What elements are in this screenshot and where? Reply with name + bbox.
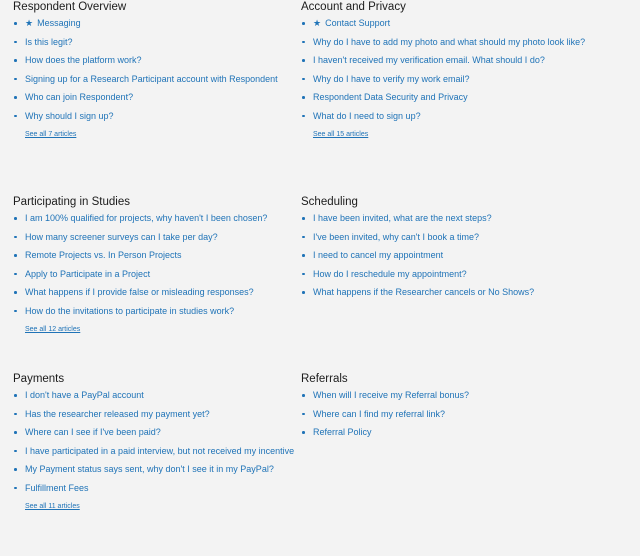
article-item[interactable]: Is this legit? <box>13 33 313 52</box>
article-item[interactable]: Who can join Respondent? <box>13 88 313 107</box>
article-list <box>301 386 601 442</box>
article-item[interactable]: ★ Messaging <box>13 14 313 33</box>
see-all-link[interactable]: See all 15 articles <box>313 130 369 138</box>
article-item[interactable]: I have been invited, what are the next steps? <box>301 209 601 228</box>
article-item[interactable]: ★ Contact Support <box>301 14 601 33</box>
article-item[interactable]: My Payment status says sent, why don't I see it in my PayPal? <box>13 460 313 479</box>
article-item[interactable]: When will I receive my Referral bonus? <box>301 386 601 405</box>
star-icon: ★ <box>25 18 34 28</box>
section-respondent-overview <box>13 0 313 142</box>
article-item[interactable]: I am 100% qualified for projects, why haven't I been chosen? <box>13 209 313 228</box>
article-item[interactable]: Apply to Participate in a Project <box>13 265 313 284</box>
star-icon: ★ <box>313 18 322 28</box>
article-item[interactable]: I haven't received my verification email. What should I do? <box>301 51 601 70</box>
article-item[interactable]: Signing up for a Research Participant account with Respondent <box>13 70 313 89</box>
section-title: Account and Privacy <box>301 1 406 13</box>
section-account-and-privacy <box>301 0 601 142</box>
article-item[interactable]: How does the platform work? <box>13 51 313 70</box>
article-item[interactable]: How do I reschedule my appointment? <box>301 265 601 284</box>
section-participating-in-studies <box>13 195 313 337</box>
article-item[interactable]: What happens if the Researcher cancels or No Shows? <box>301 283 601 302</box>
section-title: Scheduling <box>301 196 358 208</box>
article-item[interactable]: How do the invitations to participate in studies work? <box>13 302 313 321</box>
see-all-link[interactable]: See all 12 articles <box>25 325 81 333</box>
article-item[interactable]: What do I need to sign up? <box>301 107 601 126</box>
section-title: Payments <box>13 373 65 385</box>
section-scheduling <box>301 195 601 302</box>
article-item[interactable]: I need to cancel my appointment <box>301 246 601 265</box>
article-list <box>301 209 601 302</box>
article-item[interactable]: I've been invited, why can't I book a time? <box>301 228 601 247</box>
article-list <box>13 14 313 126</box>
article-item[interactable]: I don't have a PayPal account <box>13 386 313 405</box>
article-item[interactable]: Has the researcher released my payment yet? <box>13 405 313 424</box>
article-list <box>301 14 601 126</box>
article-item[interactable]: Why do I have to verify my work email? <box>301 70 601 89</box>
article-item[interactable]: Why do I have to add my photo and what should my photo look like? <box>301 33 601 52</box>
section-payments <box>13 372 313 514</box>
see-all-link[interactable]: See all 11 articles <box>25 502 80 510</box>
section-referrals <box>301 372 601 442</box>
article-item[interactable]: Remote Projects vs. In Person Projects <box>13 246 313 265</box>
article-item[interactable]: Fulfillment Fees <box>13 479 313 498</box>
article-item[interactable]: Where can I see if I've been paid? <box>13 423 313 442</box>
section-title: Respondent Overview <box>13 1 127 13</box>
article-item[interactable]: Respondent Data Security and Privacy <box>301 88 601 107</box>
section-title: Participating in Studies <box>13 196 130 208</box>
article-list <box>13 209 313 321</box>
article-item[interactable]: Why should I sign up? <box>13 107 313 126</box>
article-list <box>13 386 313 498</box>
article-item[interactable]: What happens if I provide false or misleading responses? <box>13 283 313 302</box>
see-all-link[interactable]: See all 7 articles <box>25 130 77 138</box>
section-title: Referrals <box>301 373 348 385</box>
article-item[interactable]: How many screener surveys can I take per day? <box>13 228 313 247</box>
article-item[interactable]: I have participated in a paid interview, but not received my incentive <box>13 442 313 461</box>
article-item[interactable]: Where can I find my referral link? <box>301 405 601 424</box>
article-item[interactable]: Referral Policy <box>301 423 601 442</box>
